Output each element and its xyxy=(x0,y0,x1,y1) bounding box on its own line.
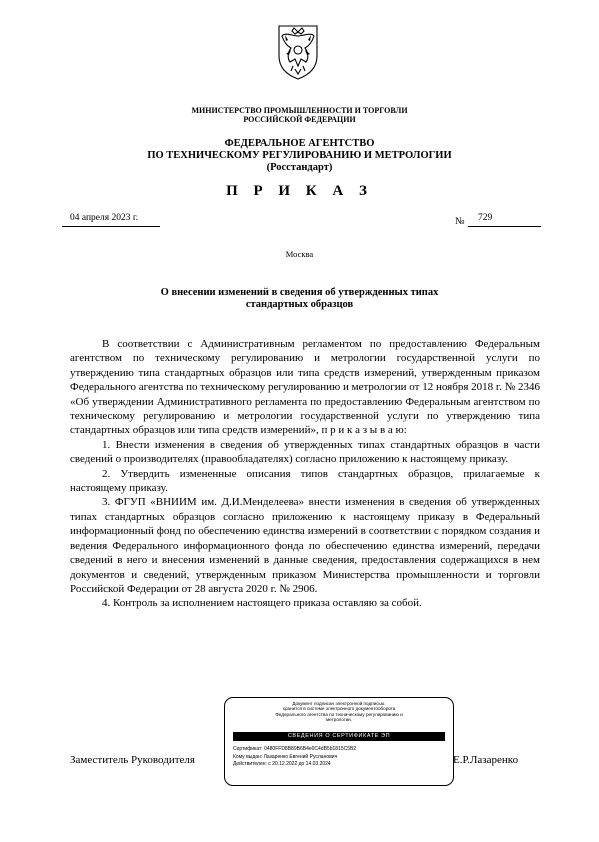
owner-label: Кому выдан: xyxy=(233,753,263,760)
signatory-name: Е.Р.Лазаренко xyxy=(453,754,519,766)
order-number: 729 xyxy=(478,213,493,223)
stamp-intro-line-3: Федерального агентства по техническому регулированию и xyxy=(275,711,403,717)
stamp-intro-line-1: Документ подписан электронной подписью, xyxy=(292,701,386,706)
valid-label: Действителен: xyxy=(233,761,267,768)
stamp-certificate-header: СВЕДЕНИЯ О СЕРТИФИКАТЕ ЭП xyxy=(233,732,445,741)
body-paragraph-2: 1. Внести изменения в сведения об утвержденных типах стандартных образцов в части сведений о производителях (правообладателях) согласно приложению к настоящему приказу. xyxy=(70,438,540,466)
ministry-line-1: МИНИСТЕРСТВО ПРОМЫШЛЕННОСТИ И ТОРГОВЛИ xyxy=(191,106,408,115)
agency-line-1: ФЕДЕРАЛЬНОЕ АГЕНТСТВО xyxy=(224,138,375,149)
valid-value: с 20.12.2022 до 14.03.2024 xyxy=(268,761,331,768)
agency-name xyxy=(0,138,599,174)
signatory-title: Заместитель Руководителя xyxy=(70,754,195,766)
agency-line-3: (Росстандарт) xyxy=(266,162,333,173)
stamp-certificate-info xyxy=(233,746,448,769)
electronic-signature-stamp xyxy=(224,697,454,786)
ministry-line-2: РОССИЙСКОЙ ФЕДЕРАЦИИ xyxy=(243,115,356,124)
heading-line-1: О внесении изменений в сведения об утвержденных типах xyxy=(160,287,439,298)
body-paragraph-5: 4. Контроль за исполнением настоящего приказа оставляю за собой. xyxy=(102,597,422,610)
owner-value: Лазаренко Евгений Русланович xyxy=(263,753,338,760)
cert-value: 0480FFD8B89B6B4e0C4dB5b1815C5B2 xyxy=(264,746,357,752)
order-heading xyxy=(0,287,599,311)
body-paragraph-1: В соответствии с Административным регламентом по предоставлению Федеральным агентством по техническому регулированию и метрологии государственной услуги по утверждению типа стандартных образцов или типа средств измерений, утвержденным приказом Федерального агентства по техническому регулированию и метрологии от 12 ноября 2018 г. № 2346 «Об утверждении Административного регламента по предоставлению Федеральным агентством по техническому регулированию и метрологии государственной услуги по утверждению типа стандартных образцов или типа средств измерений», п р и к а з ы в а ю: xyxy=(70,338,540,437)
agency-line-2: ПО ТЕХНИЧЕСКОМУ РЕГУЛИРОВАНИЮ И МЕТРОЛОГИИ xyxy=(147,150,452,161)
ministry-name xyxy=(0,106,599,124)
number-underline xyxy=(468,226,541,227)
state-emblem-icon xyxy=(273,22,323,82)
date-underline xyxy=(62,226,160,227)
order-title: П Р И К А З xyxy=(226,183,373,199)
order-body xyxy=(70,337,540,611)
number-sign: № xyxy=(455,216,465,227)
order-date: 04 апреля 2023 г. xyxy=(70,213,139,223)
stamp-intro-line-4: метрологии. xyxy=(325,717,353,723)
stamp-intro xyxy=(229,701,449,723)
stamp-intro-line-2: хранится в системе электронного документооборота xyxy=(282,706,396,712)
body-paragraph-3: 2. Утвердить измененные описания типов стандартных образцов, прилагаемые к настоящему приказу. xyxy=(70,467,540,495)
order-city: Москва xyxy=(285,249,314,259)
body-paragraph-4: 3. ФГУП «ВНИИМ им. Д.И.Менделеева» внести изменения в сведения об утвержденных типах стандартных образцов согласно приложению к настоящему приказу в Федеральный информационный фонд по обеспечению единства измерений в соответствии с порядком создания и ведения Федерального информационного фонда по обеспечению единства измерений, передачи сведений в него и внесения изменений в данные сведения, предоставления содержащихся в нем документов и сведений, утвержденным приказом Министерства промышленности и торговли Российской Федерации от 28 августа 2020 г. № 2906. xyxy=(70,496,540,595)
stamp-cert-row xyxy=(233,746,448,754)
stamp-valid-row xyxy=(233,761,448,769)
cert-label: Сертификат: xyxy=(233,746,263,752)
heading-line-2: стандартных образцов xyxy=(245,299,354,310)
